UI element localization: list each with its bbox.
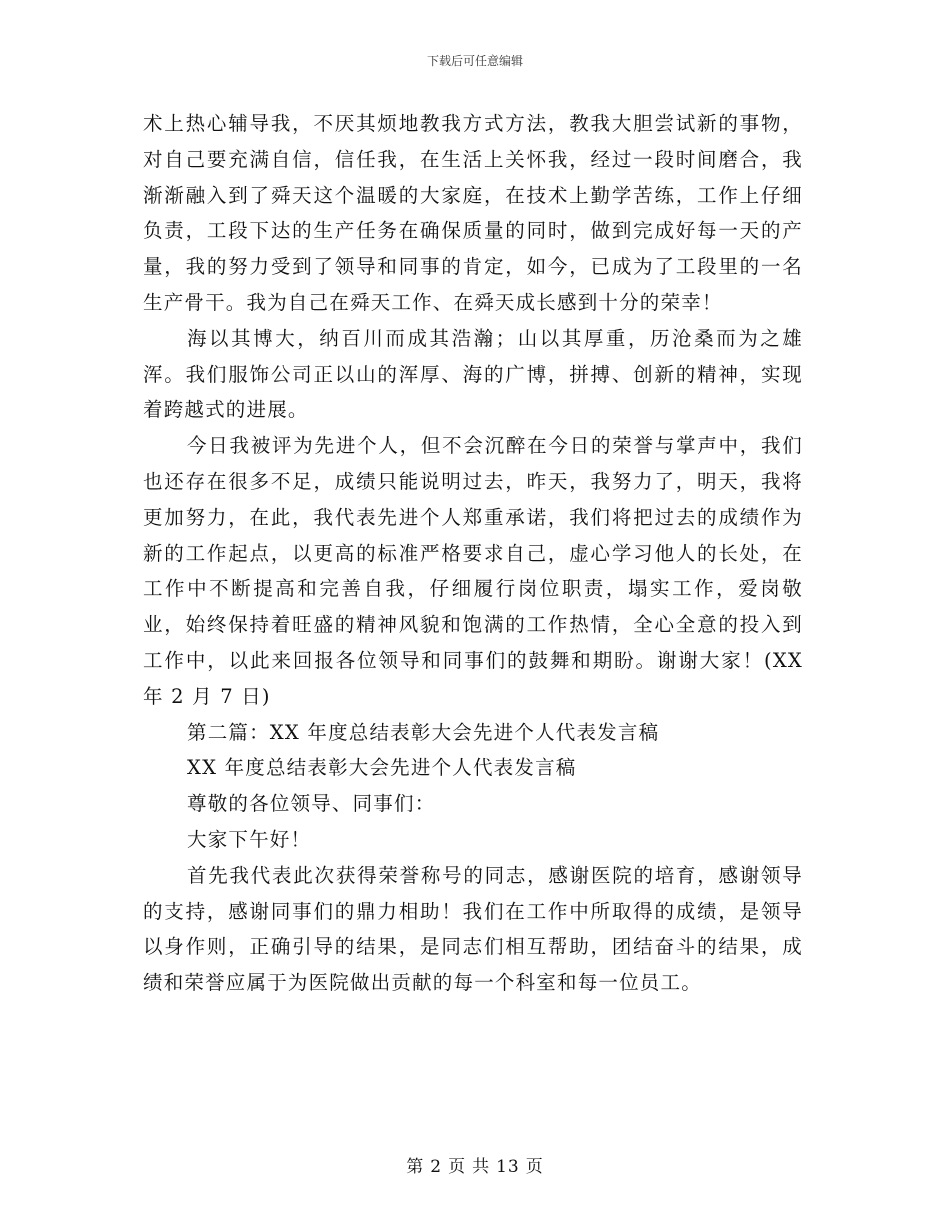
footer-suffix: 页	[525, 1157, 544, 1177]
page-header	[0, 52, 950, 69]
speech-greeting: 大家下午好！	[187, 827, 312, 851]
footer-total-word: 共	[472, 1157, 491, 1177]
section-heading-part-two: 第二篇：XX 年度总结表彰大会先进个人代表发言稿	[187, 720, 660, 744]
footer-total-pages: 13	[496, 1157, 520, 1177]
paragraph-continuation: 术上热心辅导我，不厌其烦地教我方式方法，教我大胆尝试新的事物，对自己要充满自信，信任我，在生活上关怀我，经过一段时间磨合，我渐渐融入到了舜天这个温暖的大家庭，在技术上勤学苦练，工作上仔细负责，工段下达的生产任务在确保质量的同时，做到完成好每一天的产量，我的努力受到了领导和同事的肯定，如今，已成为了工段里的一名生产骨干。我为自己在舜天工作、在舜天成长感到十分的荣幸！	[143, 112, 803, 314]
document-body	[143, 106, 803, 1001]
footer-page-word: 页	[448, 1157, 467, 1177]
paragraph-advanced-individual: 今日我被评为先进个人，但不会沉醉在今日的荣誉与掌声中，我们也还存在很多不足，成绩只能说明过去，昨天，我努力了，明天，我将更加努力，在此，我代表先进个人郑重承诺，我们将把过去的成绩作为新的工作起点，以更高的标准严格要求自己，虚心学习他人的长处，在工作中不断提高和完善自我，仔细履行岗位职责，塌实工作，爱岗敬业，始终保持着旺盛的精神风貌和饱满的工作热情，全心全意的投入到工作中，以此来回报各位领导和同事们的鼓舞和期盼。谢谢大家！(XX 年 2 月 7 日)	[143, 434, 803, 708]
footer-page-number: 2	[430, 1157, 443, 1177]
page-footer	[0, 1152, 950, 1177]
footer-prefix: 第	[406, 1157, 425, 1177]
speech-title: XX 年度总结表彰大会先进个人代表发言稿	[187, 756, 577, 780]
header-note: 下载后可任意编辑	[426, 54, 523, 68]
paragraph-sea-mountain: 海以其博大，纳百川而成其浩瀚；山以其厚重，历沧桑而为之雄浑。我们服饰公司正以山的浑厚、海的广博，拼搏、创新的精神，实现着跨越式的进展。	[143, 326, 803, 422]
paragraph-thanks: 首先我代表此次获得荣誉称号的同志，感谢医院的培育，感谢领导的支持，感谢同事们的鼎力相助！我们在工作中所取得的成绩，是领导以身作则，正确引导的结果，是同志们相互帮助，团结奋斗的结果，成绩和荣誉应属于为医院做出贡献的每一个科室和每一位员工。	[143, 863, 803, 995]
speech-salutation: 尊敬的各位领导、同事们：	[187, 792, 436, 816]
